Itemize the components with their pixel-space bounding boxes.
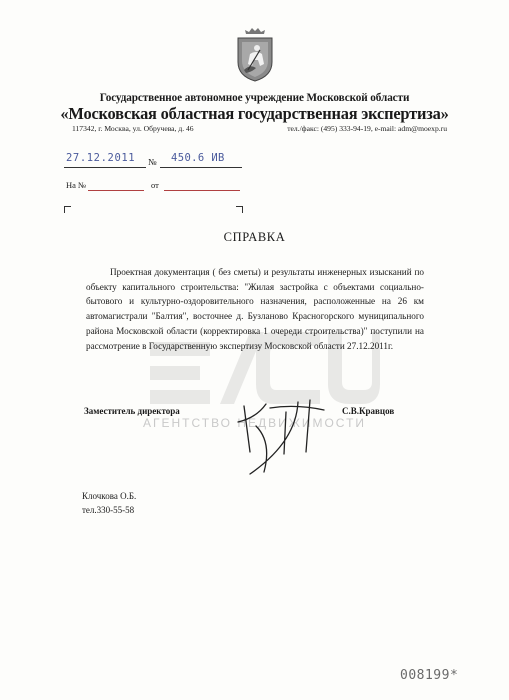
address-field-corner-left	[64, 206, 71, 213]
reference-ot-label: от	[151, 180, 159, 190]
handwritten-signature-icon	[226, 382, 336, 478]
registration-date-line	[64, 167, 146, 168]
document-serial-number: 008199*	[400, 668, 459, 683]
registration-date: 27.12.2011	[66, 152, 136, 164]
org-contacts: тел./факс: (495) 333-94-19, e-mail: adm@moexp.ru	[287, 124, 447, 133]
document-body: Проектная документация ( без сметы) и результаты инженерных изысканий по объекту капитального строительства: "Жилая застройка с объектами социально-бытового и культурно-оздоровительного назначения, расположенные на 26 км автомагистрали "Балтия", восточнее д. Бузланово Красногорского муниципального района Московской области (корректировка 1 очереди строительства)" поступили на рассмотрение в Государственную экспертизу Московской области 27.12.2011г.	[86, 267, 424, 351]
reference-number-line	[88, 190, 144, 191]
watermark-text: АГЕНТСТВО НЕДВИЖИМОСТИ	[142, 416, 367, 430]
executor-phone: тел.330-55-58	[82, 505, 135, 515]
document-title: СПРАВКА	[223, 230, 286, 244]
reference-ot-row	[151, 180, 159, 190]
org-address: 117342, г. Москва, ул. Обручева, д. 46	[72, 124, 194, 133]
executor-name: Клочкова О.Б.	[82, 491, 137, 501]
reference-date-line	[164, 190, 240, 191]
org-name-line2: «Московская областная государственная экспертиза»	[60, 104, 449, 123]
registration-number: 450.6 ИВ	[171, 152, 225, 164]
moscow-region-coat-of-arms-icon	[234, 26, 276, 82]
reference-na-label: На №	[66, 180, 87, 190]
signatory-name: С.В.Кравцов	[342, 406, 395, 416]
registration-number-label: №	[148, 157, 157, 167]
org-name-line1: Государственное автономное учреждение Московской области	[99, 92, 410, 104]
signatory-role: Заместитель директора	[84, 406, 180, 416]
reference-row	[66, 180, 86, 190]
address-field-corner-right	[236, 206, 243, 213]
registration-number-line	[160, 167, 242, 168]
